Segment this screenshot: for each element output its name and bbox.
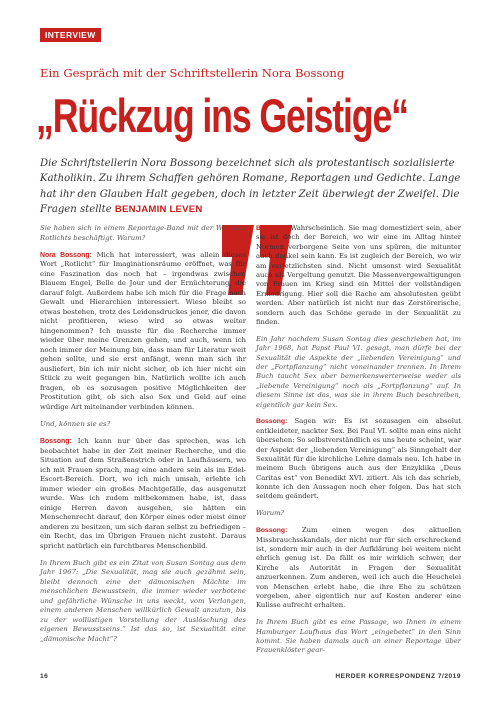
answer — [40, 251, 246, 413]
intro — [40, 156, 464, 218]
publication-issue: HERDER KORRESPONDENZ 7/2019 — [335, 673, 461, 680]
answer-text: Wahrscheinlich. Sie mag domestiziert sein, aber sie ist doch der Bereich, wo wir eine im Alltag hinter Normen verborgene Seite von uns spüren, die mitunter auch dunkel sein kann. Es ist zugleich der Bereich, wo wir am verletzlichsten sind. Nicht umsonst wird Sexualität auch als Vergeltung genutzt. Die Massenvergewaltigungen von Frauen im Krieg sind ein Mittel der vollständigen Erniedrigung. Hier soll die Rache am absolutesten geübt werden. Aber natürlich ist nicht nur das Zerstörerische, sondern auch das Schöne gerade in der Sexualität zu finden. — [256, 224, 461, 326]
speaker-label: Nora Bossong: — [40, 251, 92, 259]
page-number: 16 — [40, 673, 49, 680]
headline: „Rückzug ins Geistige“ — [36, 89, 408, 142]
question: In Ihrem Buch gibt es ein Zitat von Susan Sontag aus dem Jahr 1967: „Die Sexualität, mag sie auch gezähmt sein, bleibt dennoch eine der dämonischen Mächte im menschlichen Bewusstsein, die immer wieder verbotene und gefährliche Wünsche in uns weckt, vom Verlangen, einem anderen Menschen willkürlich Gewalt anzutun, bis zu der wollüstigen Vorstellung der Auslöschung des eigenen Bewusstseins.“ Ist das so, ist Sexualität eine „dämonische Macht“? — [40, 558, 246, 643]
answer — [256, 526, 461, 611]
left-column — [40, 224, 246, 652]
speaker-label: Bossong: — [256, 225, 288, 232]
intro-text: Die Schriftstellerin Nora Bossong bezeichnet sich als protestantisch sozialisierte Katholikin. Zu ihrem Schaffen gehören Romane, Reportagen und Gedichte. Lange hat ihr den Glauben Halt gegeben, doch in letzter Zeit überwiegt der Zweifel. Die Fragen stellte — [40, 158, 461, 216]
answer-text: Mich hat interessiert, was allein dieses Wort „Rotlicht“ für Imaginationsräume eröffnet, was für eine Faszination das noch hat – irgendwas zwischen Blauem Engel, Belle de Jour und der Ernüchterung, die darauf folgt. Außerdem habe ich mich für die Frage nach Gewalt und Hierarchien interessiert. Wieso bleibt so etwas bestehen, trotz des Leidensdruckes jener, die davon nicht profitieren, wieso wird so etwas weiter hingenommen? Ich musste für die Recherche immer wieder über meine Grenzen gehen, und auch, wenn ich noch immer der Meinung bin, dass man für Literatur weit gehen sollte, und sie erst anfängt, wenn man sich ihr ausliefert, bin ich mir nicht sicher, ob ich hier nicht ein Stück zu weit gegangen bin. Natürlich wollte ich auch fragen, ob es sozusagen positive Möglichkeiten der Prostitution gibt, ob sich also Sex und Geld auf eine würdige Art miteinander verbinden können. — [40, 250, 246, 411]
question: In Ihrem Buch gibt es eine Passage, wo Ihnen in einem Hamburger Laufhaus das Wort „eingebetet“ in den Sinn kommt. Sie haben damals auch an einer Reportage über Frauenklöster gear- — [256, 618, 461, 655]
answer-text: Zum einen wegen des aktuellen Missbrauchsskandals, der nicht nur für sich erschreckend ist, sondern mir auch in der Aufklärung bei weitem nicht ehrlich genug ist. Da fällt es mir wirklich schwer, der Kirche als Autorität in Fragen der Sexualität anzuerkennen. Zum anderen, weil ich auch die Heuchelei von Menschen erlebt habe, die ihre Ehe zu schützen vorgeben, aber eigentlich nur auf Kosten anderer eine Kulisse aufrecht erhalten. — [256, 526, 461, 610]
question: Sie haben sich in einem Reportage-Band mit der Welt des Rotlichts beschäftigt. Warum? — [40, 224, 246, 242]
byline-author: BENJAMIN LEVEN — [114, 204, 203, 216]
page-footer — [40, 673, 461, 685]
right-column — [256, 224, 461, 663]
answer — [256, 417, 461, 502]
answer — [40, 437, 246, 551]
question: Warum? — [256, 509, 285, 518]
question: Ein Jahr nachdem Susan Sontag dies geschrieben hat, im Jahr 1968, hat Papst Paul VI. gesagt, man dürfe bei der Sexualität die Aspekte der „liebenden Vereinigung“ und der „Fortpflanzung“ nicht voneinander trennen. In Ihrem Buch taucht Sex aber bemerkenswerterweise weder als „liebende Vereinigung“ noch als „Fortpflanzung“ auf. In diesem Sinne ist das, was sie in ihrem Buch beschreiben, eigentlich gar kein Sex. — [256, 334, 461, 409]
answer — [256, 224, 461, 327]
answer-text: Sagen wir: Es ist sozusagen ein absolut entkleideter, nackter Sex. Bei Paul VI. sollte man eins nicht übersehen: So selbstverständlich es uns heute scheint, war der Aspekt der „liebenden Vereinigung“ als Sinngehalt der Sexualität für die kirchliche Lehre damals neu. Ich habe in meinem Buch übrigens auch aus der Enzyklika „Deus Caritas est“ von Benedikt XVI. zitiert. Als ich das schrieb, konnte ich den Aussagen noch eher folgen. Das hat sich seitdem geändert. — [256, 417, 461, 501]
section-tag: INTERVIEW — [40, 28, 101, 42]
speaker-label: Bossong: — [40, 438, 72, 446]
speaker-label: Bossong: — [256, 527, 288, 535]
answer-text: Ich kann nur über das sprechen, was ich beobachtet habe in der Zeit meiner Recherche, und die Situation auf dem Straßenstrich oder in Laufhäusern, wo ich mit Frauen sprach, mag eine andere sein als im Edel-Escort-Bereich. Dort, wo ich mich umsah, erlebte ich immer wieder ein großes Machtgefälle, das ausgenutzt wurde. Was ich zudem mitbekommen habe, ist, dass einige Herren davon ausgehen, sie hätten ein Menschenrecht darauf, den Körper eines oder meist einer anderen zu besitzen, um sich daran selbst zu befriedigen – ein Recht, das im Übrigen Frauen nicht zusteht. Daraus spricht natürlich ein furchtbares Menschenbild. — [40, 437, 246, 550]
question: Und, können sie es? — [40, 419, 111, 428]
speaker-label: Bossong: — [256, 418, 288, 426]
kicker: Ein Gespräch mit der Schriftstellerin Nora Bossong — [40, 66, 345, 80]
